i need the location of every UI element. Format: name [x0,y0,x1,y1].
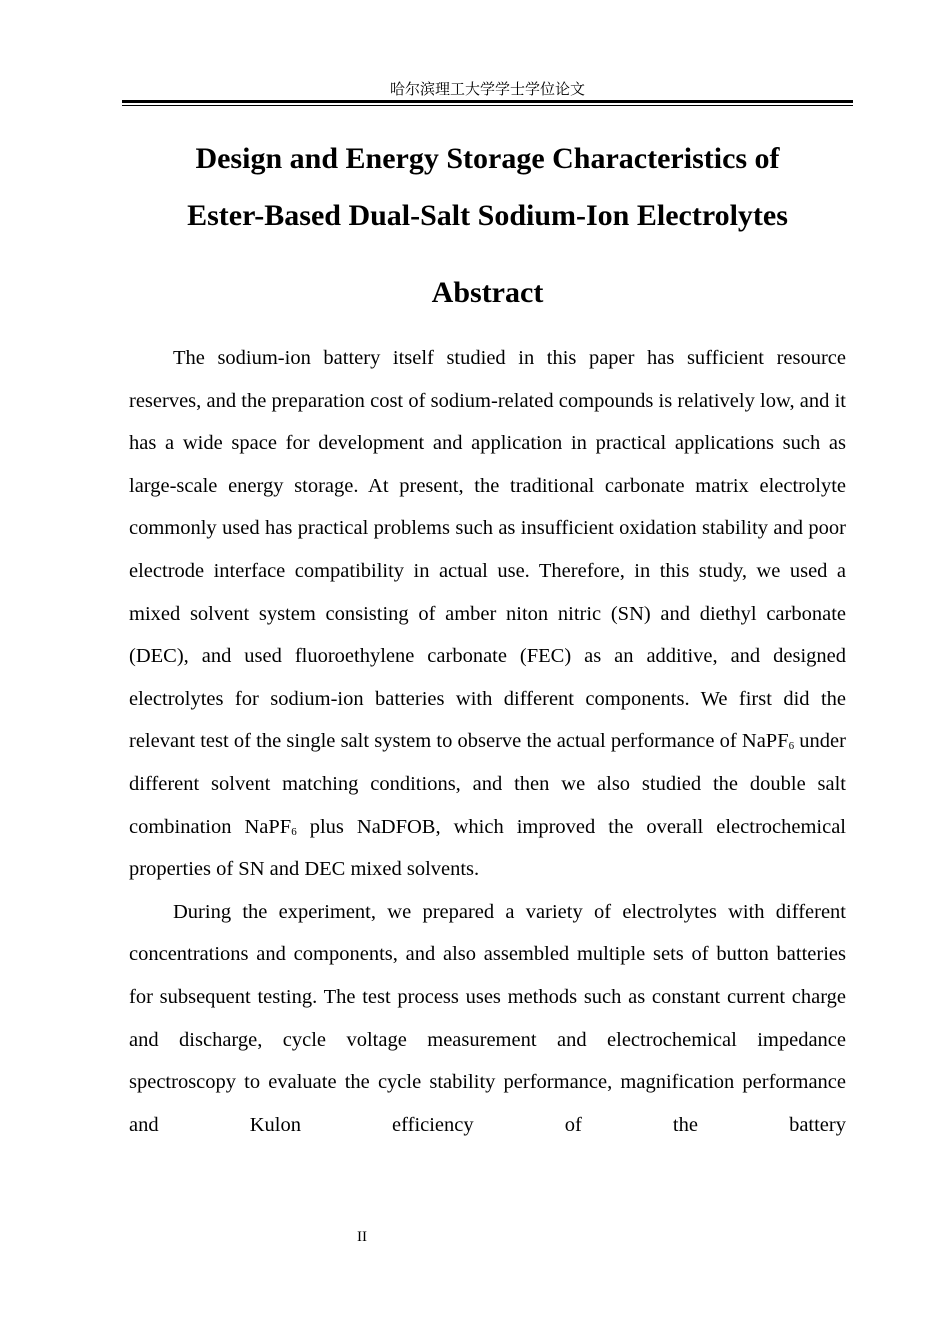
title-line-1: Design and Energy Storage Characteristics of [195,142,780,175]
paragraph-1-text-a: The sodium-ion battery itself studied in this paper has sufficient resource reserves, and the preparation cost of sodium-related compounds is relatively low, and it has a wide space for development and application in practical applications such as large-scale energy storage. At present, the traditional carbonate matrix electrolyte commonly used has practical problems such as insufficient oxidation stability and poor electrode interface compatibility in actual use. Therefore, in this study, we used a mixed solvent system consisting of amber niton nitric (SN) and diethyl carbonate (DEC), and used fluoroethylene carbonate (FEC) as an additive, and designed electrolytes for sodium-ion batteries with different components. We first did the relevant test of the single salt system to observe the actual performance of NaPF [129,347,846,753]
abstract-paragraph-1 [129,337,846,891]
header-rule-thin [122,105,853,106]
abstract-paragraph-2: During the experiment, we prepared a variety of electrolytes with different concentrations and components, and also assembled multiple sets of button batteries for subsequent testing. The test process uses methods such as constant current charge and discharge, cycle voltage measurement and electrochemical impedance spectroscopy to evaluate the cycle stability performance, magnification performance and Kulon efficiency of the battery [129,900,846,1136]
subscript-6: 6 [788,740,795,753]
paragraph-1-text-c: plus NaDFOB, which improved the overall electrochemical properties of SN and DEC mixed solvents. [129,815,847,881]
abstract-body [129,337,846,1146]
page-header: 哈尔滨理工大学学士学位论文 [389,82,585,98]
abstract-heading: Abstract [431,276,544,309]
page-number: II [357,1229,367,1245]
title-line-2: Ester-Based Dual-Salt Sodium-Ion Electrolytes [187,199,788,232]
header-rule-thick [122,100,853,103]
thesis-title [122,130,853,244]
subscript-6: 6 [291,825,297,838]
paragraph-1-text-b: under different solvent matching conditions, and then we also studied the double salt combination NaPF [129,730,846,838]
